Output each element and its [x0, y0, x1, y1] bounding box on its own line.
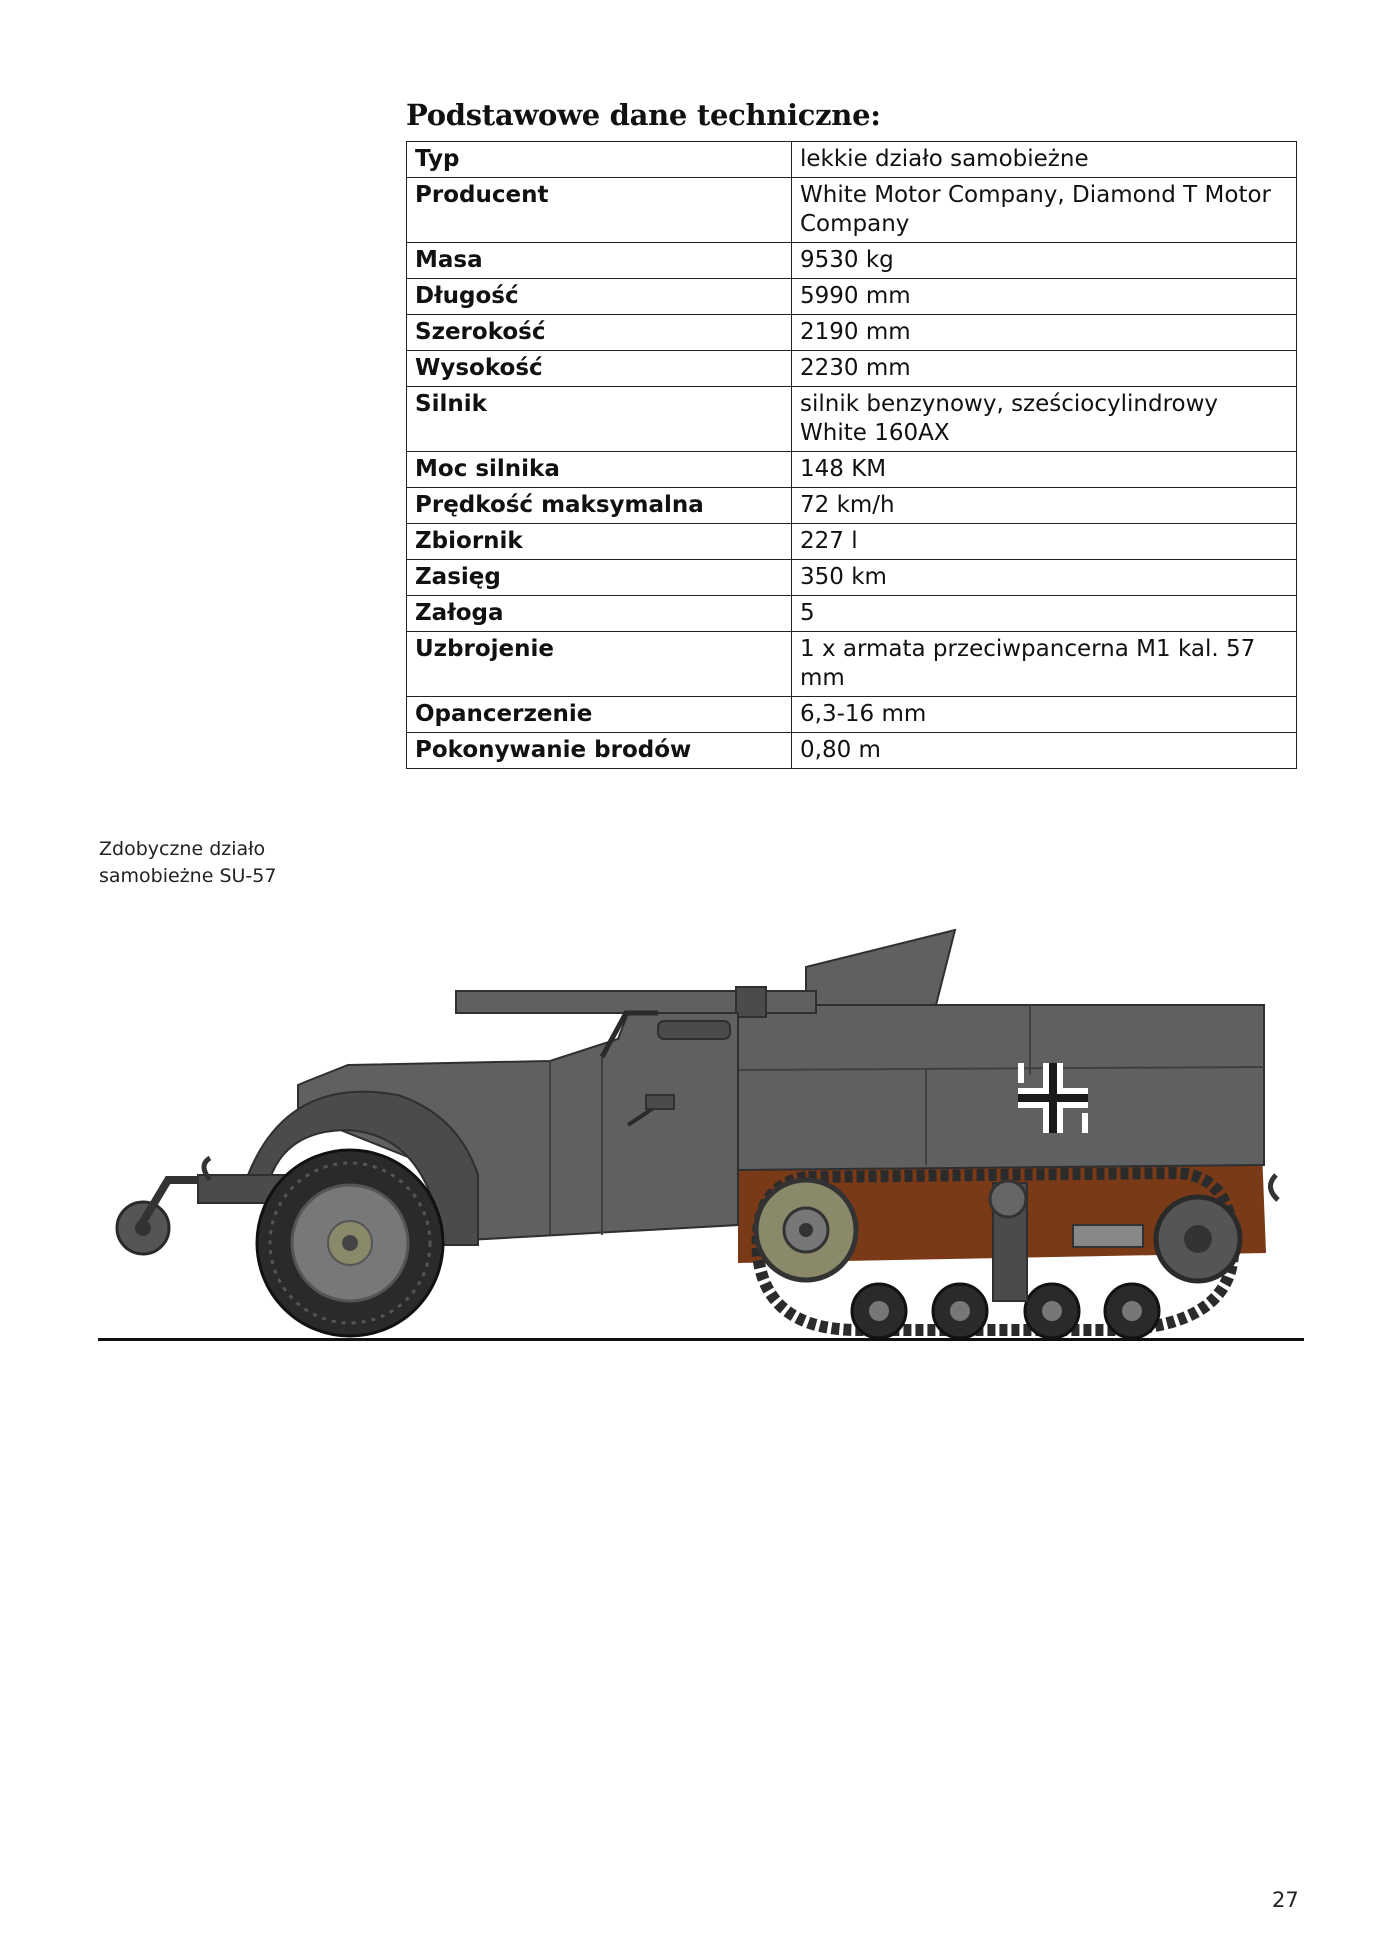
spec-row: [407, 178, 1297, 243]
spec-value: 72 km/h: [792, 488, 1297, 524]
spec-label: Szerokość: [407, 315, 792, 351]
spec-value: 148 KM: [792, 452, 1297, 488]
spec-label: Zbiornik: [407, 524, 792, 560]
spec-value: lekkie działo samobieżne: [792, 142, 1297, 178]
spec-row: [407, 697, 1297, 733]
spec-label: Pokonywanie brodów: [407, 733, 792, 769]
spec-row: [407, 632, 1297, 697]
figure-caption: [99, 836, 319, 890]
spec-label: Typ: [407, 142, 792, 178]
spec-label: Załoga: [407, 596, 792, 632]
spec-label: Opancerzenie: [407, 697, 792, 733]
spec-row: [407, 733, 1297, 769]
spec-value: 1 x armata przeciwpancerna M1 kal. 57 mm: [792, 632, 1297, 697]
spec-value: 2230 mm: [792, 351, 1297, 387]
page-number: 27: [1272, 1888, 1299, 1912]
rear-body: [738, 1005, 1264, 1170]
halftrack-illustration: [98, 925, 1304, 1355]
spec-label: Producent: [407, 178, 792, 243]
spec-row: [407, 315, 1297, 351]
spec-value: 5990 mm: [792, 279, 1297, 315]
page-heading: Podstawowe dane techniczne:: [406, 98, 881, 132]
spec-label: Wysokość: [407, 351, 792, 387]
spec-label: Długość: [407, 279, 792, 315]
spec-value: 5: [792, 596, 1297, 632]
spec-value: 350 km: [792, 560, 1297, 596]
specs-table: [406, 141, 1297, 769]
gun-shield: [806, 930, 955, 1005]
spec-label: Masa: [407, 243, 792, 279]
spec-row: [407, 351, 1297, 387]
spec-value: 9530 kg: [792, 243, 1297, 279]
spec-row: [407, 596, 1297, 632]
spec-value: 0,80 m: [792, 733, 1297, 769]
tow-hook: [204, 1158, 210, 1180]
ground-line: [98, 1338, 1304, 1341]
caption-line-2: samobieżne SU-57: [99, 865, 277, 887]
spec-row: [407, 142, 1297, 178]
spec-row: [407, 387, 1297, 452]
caption-line-1: Zdobyczne działo: [99, 838, 266, 860]
spec-row: [407, 279, 1297, 315]
spec-row: [407, 452, 1297, 488]
spec-value: 2190 mm: [792, 315, 1297, 351]
spec-label: Zasięg: [407, 560, 792, 596]
spec-label: Silnik: [407, 387, 792, 452]
spec-row: [407, 243, 1297, 279]
spec-label: Prędkość maksymalna: [407, 488, 792, 524]
spec-label: Uzbrojenie: [407, 632, 792, 697]
spec-value: 6,3-16 mm: [792, 697, 1297, 733]
spec-label: Moc silnika: [407, 452, 792, 488]
spec-row: [407, 488, 1297, 524]
spec-row: [407, 524, 1297, 560]
spec-row: [407, 560, 1297, 596]
spec-value: White Motor Company, Diamond T Motor Company: [792, 178, 1297, 243]
spec-value: 227 l: [792, 524, 1297, 560]
spec-value: silnik benzynowy, sześciocylindrowy White 160AX: [792, 387, 1297, 452]
